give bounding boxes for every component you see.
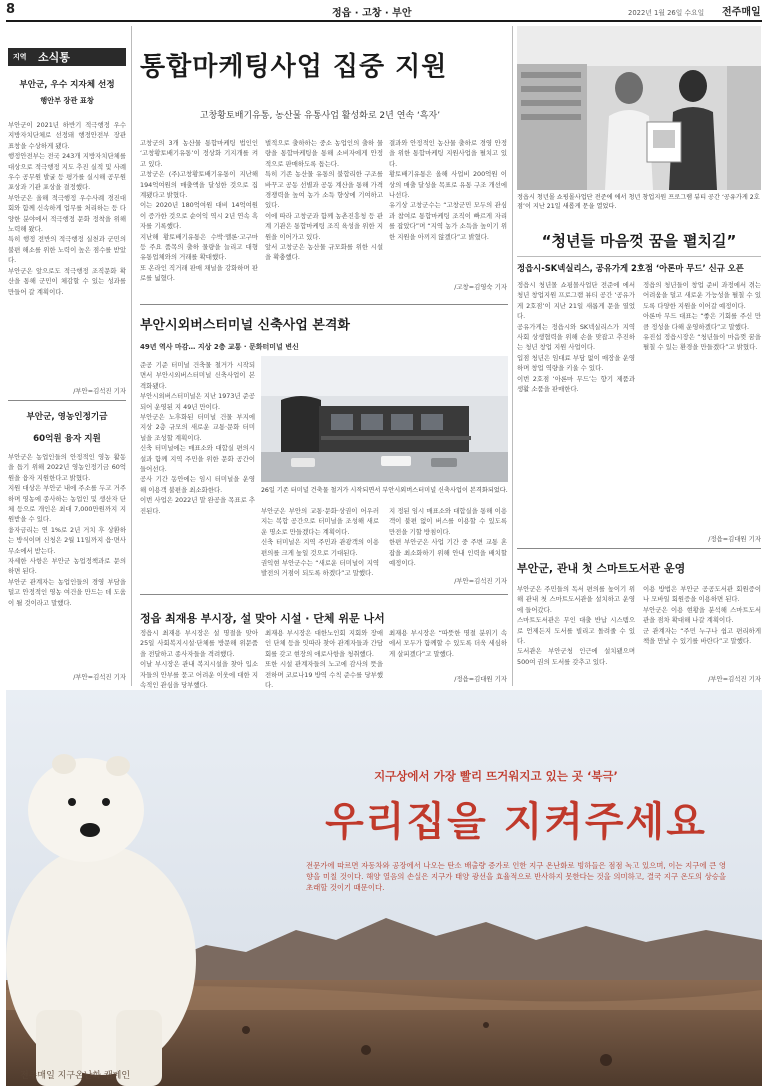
ad-headline: 우리집을 지켜주세요 xyxy=(325,799,707,845)
quote-headline: “청년들 마음껏 꿈을 펼치길” xyxy=(541,232,737,250)
terminal-building-illustration xyxy=(261,356,508,482)
shop-photo-caption: 정읍시 청년몰 쇼핑몰사업단 전준에 에서 청년 창업지원 프로그램 뷰티 공간 ‘공유가게 2호점’이 지난 21일 새롭게 문을 열었다. xyxy=(517,194,760,210)
header-rule xyxy=(6,20,762,22)
terminal-photo xyxy=(261,356,508,482)
sidebar-divider xyxy=(8,400,126,401)
article3-headline: 정읍 최재용 부시장, 설 맞아 시설 · 단체 위문 나서 xyxy=(140,612,385,625)
page-header xyxy=(0,0,768,20)
article2-divider xyxy=(140,594,508,595)
article4-headline: 정읍시-SK넥실리스, 공유가게 2호점 ‘아론마 무드’ 신규 오픈 xyxy=(517,263,744,273)
article3-col1: 정읍시 최재용 부시장은 설 명절을 맞아 25일 사회복지시설·단체를 방문해 위문품을 전달하고 종사자들을 격려했다. 이날 부시장은 관내 복지시설을 찾아 입소자들의 안부를 묻고 어려운 이웃에 대한 지속적인 관심을 당부했다. xyxy=(140,629,258,690)
quote-divider xyxy=(517,256,761,257)
sidebar-item-1-body: 부안군이 2021년 하반기 적극행정 우수 지방자치단체로 선정돼 행정안전부 장관 표창을 수상하게 됐다. 행정안전부는 전국 243개 지방자치단체를 대상으로 적극행정 지도 추진 실적 및 사례 우수 공무원 발굴 등 평가를 실시해 공무원 포상과 기관 포상을 결정했다. 부안군은 올해 적극행정 우수사례 경진대회와 함께 신속하게 업무를 처리하는 등 다양한 분야에서 적극행정 문화 정착을 위해 노력해 왔다. 특히 행정 전반의 적극행정 실천과 군민의 불편 해소를 위한 노력이 높은 점수를 받았다. 부안군은 앞으로도 적극행정 조직문화 확산을 통해 군민이 체감할 수 있는 성과를 만들어 갈 계획이다. xyxy=(8,121,126,296)
article4-byline: /정읍=김대원 기자 xyxy=(708,535,761,543)
article1-col3: 결과와 안정적인 농산물 출하로 경영 안정을 위한 통합마케팅 지원사업을 펼치고 있다. 황토배기유통은 올해 사업비 200억원 이상의 매출 달성을 목표로 유통 구조 개선에 나선다. 유기상 고창군수는 “고창군민 모두의 관심과 참여로 통합마케팅 조직이 빠르게 자리를 잡았다”며 “지역 농가 소득을 높이기 위한 지원을 아끼지 않겠다”고 밝혔다. xyxy=(389,139,507,241)
article1-col1: 고창군의 3개 농산물 통합마케팅 법인인 ‘고창황토배기유통’이 정상화 기지개를 켜고 있다. 고창군은 (주)고창황토배기유통이 지난해 194억여원의 매출액을 달성한 것으로 집계됐다고 밝혔다. 이는 2020년 180억여원 대비 14억여원이 증가한 것으로 순이익 역시 2년 연속 흑자를 기록했다. 지난해 황토배기유통은 수박·멜론·고구마 등 주요 품목의 출하 물량을 늘리고 대형 유통업체와의 거래를 확대했다. 또 온라인 직거래 판매 채널을 강화하며 판로를 넓혔다. xyxy=(140,139,258,283)
sidebar-item-1-title: 부안군, 우수 지자체 선정 xyxy=(19,80,115,90)
sidebar-tag xyxy=(8,48,126,66)
article5-byline: /부안=김석진 기자 xyxy=(708,675,761,683)
article3-col3: 최재용 부시장은 “따뜻한 명절 분위기 속에서 모두가 함께할 수 있도록 더욱 세심하게 살피겠다”고 말했다. xyxy=(389,629,507,658)
article2-col2: 부안군은 부안의 교통·문화·상권이 어우러지는 복합 공간으로 터미널을 조성해 새로운 명소로 만들겠다는 계획이다. 신축 터미널은 지역 주민과 관광객의 이용 편의를 크게 높일 것으로 기대된다. 권익현 부안군수는 “새로운 터미널이 지역 발전의 거점이 되도록 하겠다”고 말했다. xyxy=(261,507,379,578)
ad-footer: 전주매일 지구온난화 캠페인 xyxy=(20,1071,131,1081)
shop-opening-illustration xyxy=(517,26,761,190)
page-number: 8 xyxy=(6,2,16,17)
article1-subheadline: 고창황토배기유통, 농산물 유통사업 활성화로 2년 연속 ‘흑자’ xyxy=(199,111,441,121)
sidebar-item-2-body: 부안군은 농업인들의 안정적인 영농 활동을 돕기 위해 2022년 영농인정기금 60억원을 융자 지원한다고 밝혔다. 지원 대상은 부안군 내에 주소를 두고 거주하며 영농에 종사하는 농업인 및 생산자 단체 등으로 개인은 최대 7,000만원까지 지원받을 수 있다. 융자금리는 연 1%로 2년 거치 후 상환하는 방식이며 신청은 2월 11일까지 읍·면사무소에서 받는다. 자세한 사항은 부안군 농업정책과로 문의하면 된다. 부안군 관계자는 농업인들의 경영 부담을 덜고 안정적인 영농 여건을 만드는 데 도움이 될 것이라고 말했다. xyxy=(8,453,126,607)
right-column-rule xyxy=(512,26,513,686)
article1-headline: 통합마케팅사업 집중 지원 xyxy=(140,52,448,82)
sidebar-item-1-subtitle: 행안부 장관 표창 xyxy=(40,96,94,105)
article5-col2: 이용 방법은 부안군 공공도서관 회원증이나 모바일 회원증을 이용하면 된다. 부안군은 이용 현황을 분석해 스마트도서관을 점차 확대해 나갈 계획이다. 군 관계자는 “주민 누구나 쉽고 편리하게 책을 만날 수 있기를 바란다”고 말했다. xyxy=(643,585,761,646)
sidebar-item-2-byline: /부안=김석진 기자 xyxy=(73,673,126,681)
ad-body: 전문가에 따르면 자동차와 공장에서 나오는 탄소 배출량 증가로 인한 지구 온난화로 빙하들은 점점 녹고 있으며, 이는 지구에 큰 영향을 미칠 것이다. 해양 열음의 손실은 지구가 태양 광선을 효율적으로 반사하지 못한다는 것을 의미하고, 결국 지구 온도의 상승을 초래할 것이기 때문이다. xyxy=(306,861,726,892)
article1-byline: /고창=김영숙 기자 xyxy=(454,283,507,291)
sidebar-column-rule xyxy=(131,26,132,686)
article3-byline: /정읍=김대원 기자 xyxy=(454,675,507,683)
sidebar-tag-kor: 지역 xyxy=(13,53,27,61)
ad-kicker: 지구상에서 가장 빨리 뜨거워지고 있는 곳 ‘북극’ xyxy=(374,769,618,783)
article2-byline: /부안=김석진 기자 xyxy=(454,577,507,585)
article2-headline: 부안시외버스터미널 신축사업 본격화 xyxy=(140,318,350,333)
article4-col2: 정읍의 청년들이 창업 준비 과정에서 겪는 어려움을 덜고 새로운 가능성을 펼칠 수 있도록 다양한 지원을 이어갈 예정이다. 아론마 무드 대표는 “좋은 기회를 주신 만큼 정성을 다해 운영하겠다”고 말했다. 유진섭 정읍시장은 “청년들이 마음껏 꿈을 펼칠 수 있는 환경을 만들겠다”고 밝혔다. xyxy=(643,281,761,352)
article4-col1: 정읍시 청년몰 쇼핑몰사업단 전준에 에서 청년 창업지원 프로그램 뷰티 공간 ‘공유가게 2호점’이 지난 21일 새롭게 문을 열었다. 공유가게는 정읍시와 SK넥실리스가 지역사회 상생협력을 위해 손을 맞잡고 추진하는 청년 창업 지원 사업이다. 입점 청년은 임대료 부담 없이 매장을 운영하며 창업 역량을 키울 수 있다. 이번 2호점 ‘아론마 무드’는 향기 제품과 생활 소품을 판매한다. xyxy=(517,281,635,394)
article1-col2: 벌적으로 출하하는 중소 농업인의 출하 물량을 통합마케팅을 통해 소비자에게 안정적으로 판매하도록 돕는다. 특히 기존 농산물 유통의 불합리한 구조를 바꾸고 공동 선별과 공동 계산을 통해 가격 경쟁력을 높여 농가 소득 향상에 기여하고 있다. 이에 따라 고창군과 함께 농촌진흥청 등 관계 기관은 통합마케팅 조직 육성을 위한 지원을 이어가고 있다. 앞서 고창군은 농산물 규모화를 위한 시설을 확충했다. xyxy=(265,139,383,262)
article2-photo-caption: 26일 기존 터미널 건축물 철거가 시작되면서 부안시외버스터미널 신축사업이 본격화되었다. xyxy=(261,487,508,494)
article5-col1: 부안군은 주민들의 독서 편의를 높이기 위해 관내 첫 스마트도서관을 설치하고 운영에 들어갔다. 스마트도서관은 무인 대출 반납 시스템으로 언제든지 도서를 빌리고 돌려줄 수 있다. 도서관은 부안군청 인근에 설치됐으며 500여 권의 도서를 갖추고 있다. xyxy=(517,585,635,666)
newspaper-brand: 전주매일 xyxy=(722,7,761,18)
climate-campaign-ad xyxy=(6,690,762,1086)
article5-headline: 부안군, 관내 첫 스마트도서관 운영 xyxy=(517,562,686,575)
article1-divider xyxy=(140,304,508,305)
article2-col3: 지 정된 임시 매표소와 대합실을 통해 이용객이 불편 없이 버스를 이용할 수 있도록 만전을 기할 방침이다. 한편 부안군은 사업 기간 중 주변 교통 혼잡을 최소화하기 위해 안내 인력을 배치할 예정이다. xyxy=(389,507,507,568)
sidebar-item-1-byline: /부안=김석진 기자 xyxy=(73,387,126,395)
shop-opening-photo xyxy=(517,26,761,190)
issue-date: 2022년 1월 26일 수요일 xyxy=(628,9,705,17)
sidebar-item-2-subtitle: 60억원 융자 지원 xyxy=(33,434,101,444)
sidebar-tag-title: 소식통 xyxy=(38,51,70,64)
article2-body: 준공 기준 터미널 건축물 철거가 시작되면서 부안시외버스터미널 신축사업이 본격화됐다. 부안시외버스터미널은 지난 1973년 준공되어 운영된 지 49년 만이다. 부안군은 노후화된 터미널 건물 부지에 지상 2층 규모의 새로운 교통·문화 터미널을 조성할 계획이다. 신축 터미널에는 매표소와 대합실 편의시설과 함께 지역 주민을 위한 문화 공간이 들어선다. 공사 기간 동안에는 임시 터미널을 운영해 이용객 불편을 최소화한다. 이번 사업은 2022년 말 완공을 목표로 추진된다. xyxy=(140,361,255,515)
article4-divider xyxy=(517,548,761,549)
sidebar-item-2-title: 부안군, 영농인정기금 xyxy=(26,412,108,422)
article2-subheadline: 49년 역사 마감… 지상 2층 교통 · 문화터미널 변신 xyxy=(140,343,299,351)
article3-col2: 최재용 부시장은 대한노인회 지회와 장애인 단체 등을 잇따라 찾아 관계자들과 간담회를 갖고 현장의 애로사항을 청취했다. 또한 시설 관계자들의 노고에 감사의 뜻을 전하며 코로나19 방역 수칙 준수를 당부했다. xyxy=(265,629,383,690)
section-title: 정읍 · 고창 · 부안 xyxy=(332,8,412,19)
